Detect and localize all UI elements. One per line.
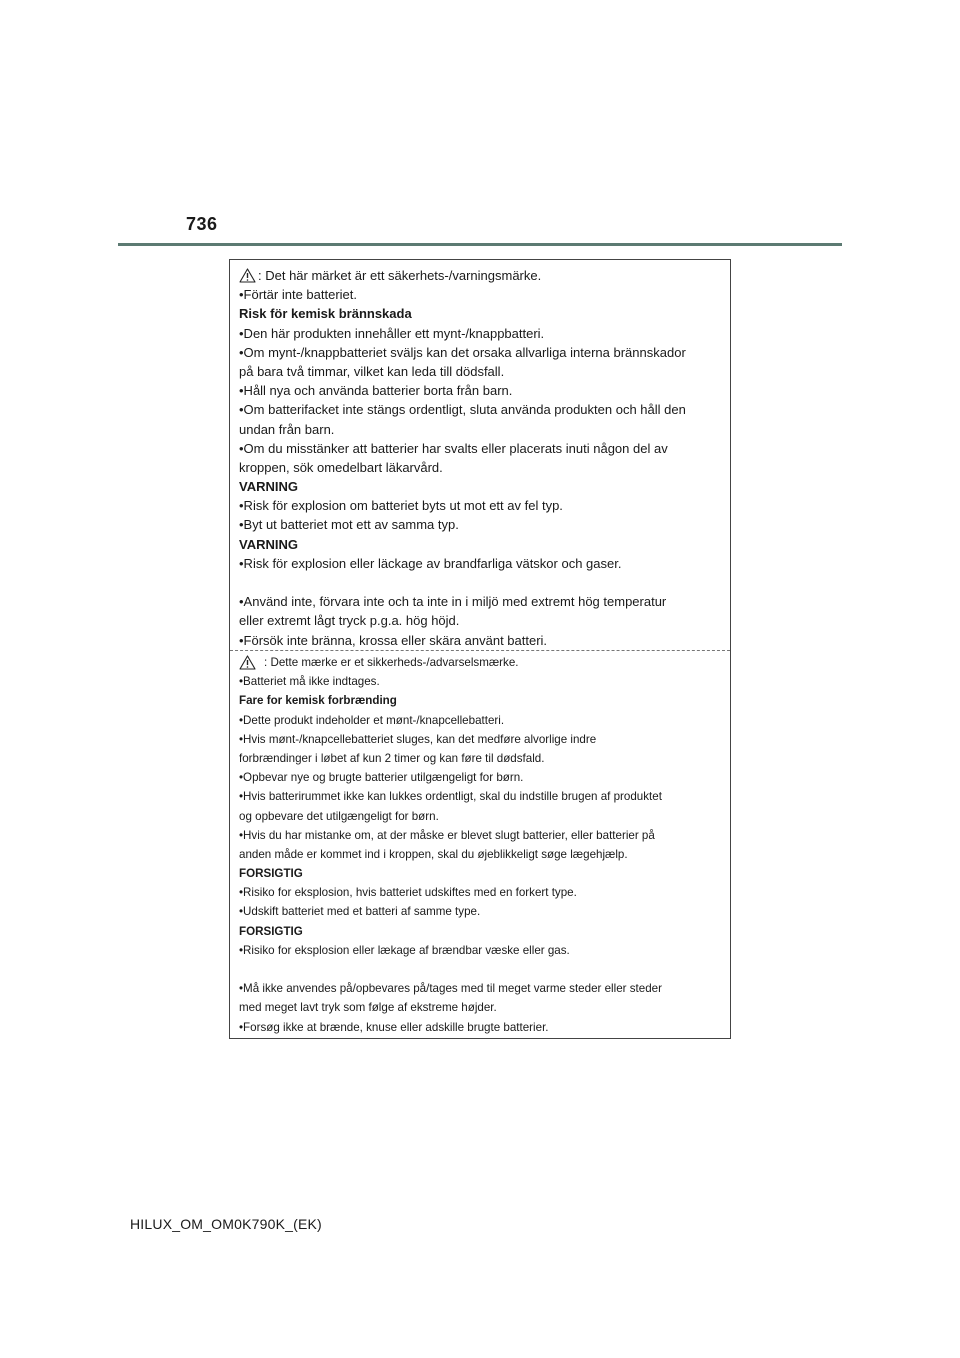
swedish-line-text: VARNING bbox=[239, 536, 298, 552]
danish-line-text: •Udskift batteriet med et batteri af samme type. bbox=[239, 905, 481, 919]
header-rule bbox=[118, 243, 842, 246]
danish-line-text: : Dette mærke er et sikkerheds-/advarselsmærke. bbox=[264, 656, 519, 669]
swedish-line-text: VARNING bbox=[239, 479, 298, 495]
danish-line-text: •Hvis du har mistanke om, at der måske er blevet slugt batterier, eller batterier på bbox=[239, 828, 655, 842]
danish-line-text: •Hvis mønt-/knapcellebatteriet sluges, kan det medføre alvorlige indre bbox=[239, 732, 597, 746]
footer-document-code: HILUX_OM_OM0K790K_(EK) bbox=[130, 1216, 322, 1232]
danish-line-text: •Dette produkt indeholder et mønt-/knapcellebatteri. bbox=[239, 713, 505, 727]
danish-line-text: •Risiko for eksplosion, hvis batteriet udskiftes med en forkert type. bbox=[239, 886, 577, 900]
danish-line-text: og opbevare det utilgængeligt for børn. bbox=[239, 809, 439, 823]
swedish-line bbox=[239, 381, 730, 400]
swedish-line bbox=[239, 515, 730, 534]
swedish-line bbox=[239, 611, 730, 630]
swedish-heading bbox=[239, 477, 730, 496]
swedish-line bbox=[239, 324, 730, 343]
danish-line-text: •Hvis batterirummet ikke kan lukkes ordentligt, skal du indstille brugen af produktet bbox=[239, 790, 662, 804]
danish-line bbox=[239, 941, 730, 960]
swedish-line-text: •Risk för explosion om batteriet byts ut mot ett av fel typ. bbox=[239, 498, 563, 514]
page-number: 736 bbox=[186, 214, 218, 234]
danish-line-text: Fare for kemisk forbrænding bbox=[239, 694, 397, 708]
danish-line-text: •Opbevar nye og brugte batterier utilgængeligt for børn. bbox=[239, 771, 524, 785]
danish-line bbox=[239, 826, 730, 845]
danish-line bbox=[239, 1018, 730, 1037]
danish-line bbox=[239, 711, 730, 730]
swedish-spacer bbox=[239, 573, 730, 592]
swedish-line bbox=[239, 362, 730, 381]
danish-line bbox=[239, 979, 730, 998]
danish-line-text: med meget lavt tryk som følge af ekstreme højder. bbox=[239, 1001, 497, 1015]
swedish-line-text: •Byt ut batteriet mot ett av samma typ. bbox=[239, 517, 459, 533]
swedish-line-text: •Om batterifacket inte stängs ordentligt, sluta använda produkten och håll den bbox=[239, 402, 686, 418]
swedish-line-text: •Om mynt-/knappbatteriet sväljs kan det orsaka allvarliga interna brännskador bbox=[239, 344, 686, 360]
danish-line bbox=[239, 730, 730, 749]
swedish-line-text: Risk för kemisk brännskada bbox=[239, 306, 412, 322]
danish-line bbox=[239, 845, 730, 864]
swedish-line-text: •Risk för explosion eller läckage av brandfarliga vätskor och gaser. bbox=[239, 555, 622, 571]
swedish-line bbox=[239, 420, 730, 439]
swedish-heading bbox=[239, 304, 730, 323]
swedish-line bbox=[239, 631, 730, 650]
swedish-line bbox=[239, 266, 730, 285]
danish-line bbox=[239, 653, 730, 672]
swedish-line-text: •Försök inte bränna, krossa eller skära använt batteri. bbox=[239, 632, 548, 648]
danish-line-text: FORSIGTIG bbox=[239, 867, 303, 881]
danish-line-text: •Risiko for eksplosion eller lækage af brændbar væske eller gas. bbox=[239, 943, 570, 957]
danish-heading bbox=[239, 864, 730, 883]
swedish-line-text: undan från barn. bbox=[239, 421, 335, 437]
swedish-line-text: •Den här produkten innehåller ett mynt-/knappbatteri. bbox=[239, 325, 545, 341]
danish-line bbox=[239, 883, 730, 902]
swedish-line-text: : Det här märket är ett säkerhets-/varningsmärke. bbox=[258, 268, 542, 283]
swedish-line bbox=[239, 400, 730, 419]
danish-warning-section bbox=[230, 653, 730, 1037]
section-divider bbox=[230, 650, 730, 651]
swedish-line bbox=[239, 592, 730, 611]
danish-line bbox=[239, 998, 730, 1017]
danish-line bbox=[239, 672, 730, 691]
battery-warning-notice bbox=[229, 259, 731, 1039]
swedish-line-text: •Förtär inte batteriet. bbox=[239, 287, 357, 303]
danish-line bbox=[239, 768, 730, 787]
swedish-heading bbox=[239, 535, 730, 554]
danish-line-text: forbrændinger i løbet af kun 2 timer og kan føre til dødsfald. bbox=[239, 751, 545, 765]
danish-line-text: FORSIGTIG bbox=[239, 924, 303, 938]
swedish-line-text: •Håll nya och använda batterier borta från barn. bbox=[239, 383, 513, 399]
danish-line-text: •Batteriet må ikke indtages. bbox=[239, 675, 380, 689]
swedish-line-text: •Om du misstänker att batterier har svalts eller placerats inuti någon del av bbox=[239, 440, 668, 456]
danish-heading bbox=[239, 922, 730, 941]
swedish-line-text: •Använd inte, förvara inte och ta inte in i miljö med extremt hög temperatur bbox=[239, 594, 667, 610]
danish-heading bbox=[239, 691, 730, 710]
danish-line-text: anden måde er kommet ind i kroppen, skal du øjeblikkeligt søge lægehjælp. bbox=[239, 847, 628, 861]
swedish-line-text: kroppen, sök omedelbart läkarvård. bbox=[239, 459, 443, 475]
danish-line bbox=[239, 807, 730, 826]
swedish-line-text: eller extremt lågt tryck p.g.a. hög höjd. bbox=[239, 613, 460, 629]
swedish-line bbox=[239, 439, 730, 458]
swedish-line bbox=[239, 554, 730, 573]
swedish-line bbox=[239, 285, 730, 304]
danish-line bbox=[239, 749, 730, 768]
warning-triangle-icon bbox=[239, 655, 256, 670]
danish-line-text: •Må ikke anvendes på/opbevares på/tages med til meget varme steder eller steder bbox=[239, 982, 662, 996]
danish-line-text: •Forsøg ikke at brænde, knuse eller adskille brugte batterier. bbox=[239, 1020, 549, 1034]
swedish-line bbox=[239, 496, 730, 515]
swedish-line bbox=[239, 343, 730, 362]
swedish-line-text: på bara två timmar, vilket kan leda till dödsfall. bbox=[239, 363, 505, 379]
warning-triangle-icon bbox=[239, 268, 256, 283]
swedish-warning-section bbox=[230, 266, 730, 650]
danish-line bbox=[239, 902, 730, 921]
danish-line bbox=[239, 787, 730, 806]
danish-spacer bbox=[239, 960, 730, 979]
swedish-line bbox=[239, 458, 730, 477]
